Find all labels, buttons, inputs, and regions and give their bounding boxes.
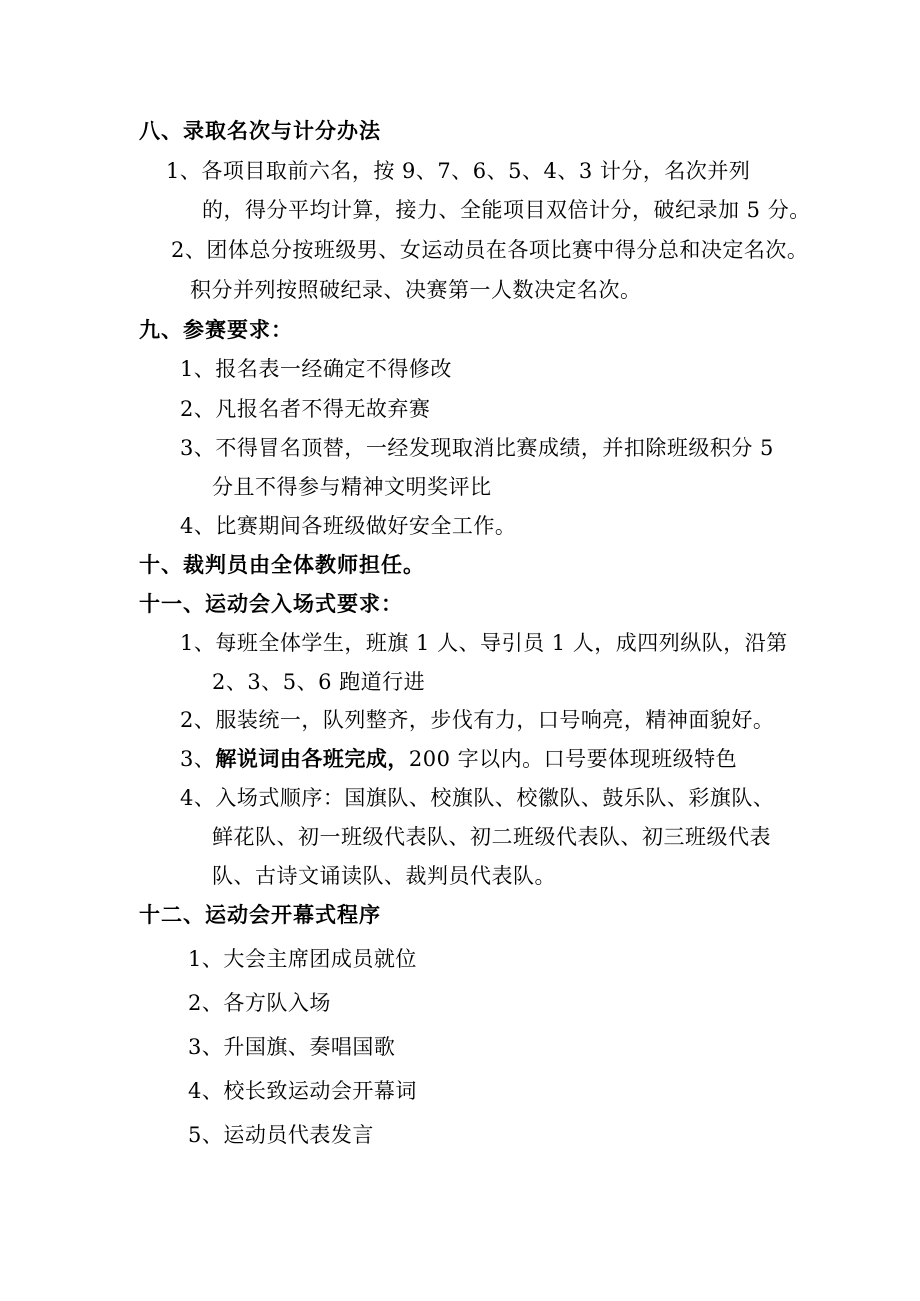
section-11-item-1-line-1: 1、每班全体学生，班旗 1 人、导引员 1 人，成四列纵队，沿第 — [180, 631, 788, 655]
section-12-item-3: 3、升国旗、奏唱国歌 — [188, 1035, 396, 1059]
section-8-item-1-line-2: 的，得分平均计算，接力、全能项目双倍计分，破纪录加 5 分。 — [202, 198, 811, 222]
section-11-item-2: 2、服装统一，队列整齐，步伐有力，口号响亮，精神面貌好。 — [180, 708, 775, 732]
section-11-item-3-bold: 解说词由各班完成， — [215, 747, 409, 771]
section-8-item-2-line-1: 2、团体总分按班级男、女运动员在各项比赛中得分总和决定名次。 — [171, 238, 809, 262]
section-8-heading: 八、录取名次与计分办法 — [139, 119, 381, 143]
section-12-item-2: 2、各方队入场 — [188, 991, 331, 1015]
section-8-item-2-line-2: 积分并列按照破纪录、决赛第一人数决定名次。 — [190, 278, 642, 302]
section-9-heading: 九、参赛要求： — [139, 318, 293, 342]
section-11-item-4-line-2: 鲜花队、初一班级代表队、初二班级代表队、初三班级代表 — [212, 825, 771, 849]
section-9-item-1: 1、报名表一经确定不得修改 — [180, 357, 452, 381]
section-9-item-3-line-2: 分且不得参与精神文明奖评比 — [212, 475, 492, 499]
section-11-item-1-line-2: 2、3、5、6 跑道行进 — [212, 670, 426, 694]
section-9-item-4: 4、比赛期间各班级做好安全工作。 — [180, 514, 517, 538]
section-11-heading: 十一、运动会入场式要求： — [139, 592, 403, 616]
section-9-item-2: 2、凡报名者不得无故弃赛 — [180, 397, 431, 421]
section-11-item-4-line-3: 队、古诗文诵读队、裁判员代表队。 — [212, 864, 556, 888]
section-11-item-3-rest: 200 字以内。口号要体现班级特色 — [408, 747, 738, 771]
section-11-item-3-prefix: 3、 — [180, 747, 216, 771]
section-9-item-3-line-1: 3、不得冒名顶替，一经发现取消比赛成绩，并扣除班级积分 5 — [180, 436, 774, 460]
section-11-item-4-line-1: 4、入场式顺序：国旗队、校旗队、校徽队、鼓乐队、彩旗队、 — [180, 786, 775, 810]
section-11-item-3 — [180, 744, 737, 774]
section-12-item-4: 4、校长致运动会开幕词 — [188, 1079, 417, 1103]
section-10-heading: 十、裁判员由全体教师担任。 — [139, 553, 425, 577]
section-12-heading: 十二、运动会开幕式程序 — [139, 903, 381, 927]
section-8-item-1-line-1: 1、各项目取前六名，按 9、7、6、5、4、3 计分，名次并列 — [166, 159, 751, 183]
section-12-item-1: 1、大会主席团成员就位 — [188, 947, 417, 971]
section-12-item-5: 5、运动员代表发言 — [188, 1123, 374, 1147]
